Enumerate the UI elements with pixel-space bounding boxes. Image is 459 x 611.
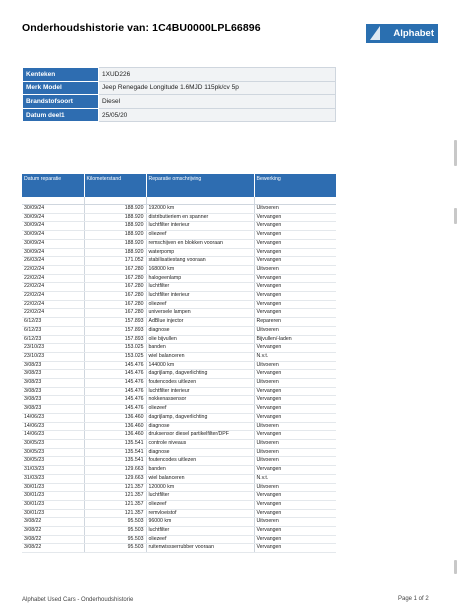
cell-description: dagrijlamp, dagverlichting [146, 413, 254, 422]
cell-description: diagnose [146, 448, 254, 457]
cell-description: luchtfilter interieur [146, 387, 254, 396]
cell-date: 14/06/23 [22, 431, 84, 440]
cell-action: Uitvoeren [254, 205, 336, 214]
info-label: Merk Model [23, 81, 99, 95]
cell-action: Vervangen [254, 509, 336, 518]
cell-action: Vervangen [254, 283, 336, 292]
table-row [22, 535, 336, 544]
table-row [22, 413, 336, 422]
cell-date: 22/02/24 [22, 265, 84, 274]
cell-description: banden [146, 466, 254, 475]
cell-action: Uitvoeren [254, 265, 336, 274]
table-row [22, 326, 336, 335]
table-row [22, 405, 336, 414]
cell-mileage: 188.920 [84, 213, 146, 222]
cell-action: Uitvoeren [254, 422, 336, 431]
cell-date: 3/08/22 [22, 544, 84, 553]
cell-action: Uitvoeren [254, 457, 336, 466]
cell-date: 22/02/24 [22, 274, 84, 283]
cell-action: Uitvoeren [254, 448, 336, 457]
cell-action: Uitvoeren [254, 379, 336, 388]
cell-date: 14/06/23 [22, 413, 84, 422]
table-row [22, 518, 336, 527]
cell-mileage: 145.476 [84, 370, 146, 379]
cell-description: remschijven en blokken vooraan [146, 239, 254, 248]
table-row [22, 500, 336, 509]
logo-mark-icon [370, 26, 380, 40]
cell-description: distributieriem en spanner [146, 213, 254, 222]
info-value: Jeep Renegade Longitude 1.6MJD 115pk/cv 5p [99, 81, 336, 95]
cell-mileage: 167.280 [84, 300, 146, 309]
page-title: Onderhoudshistorie van: 1C4BU0000LPL66896 [22, 22, 261, 34]
cell-action: Vervangen [254, 544, 336, 553]
info-row [23, 108, 336, 122]
table-row [22, 344, 336, 353]
cell-description: oliezeef [146, 231, 254, 240]
cell-action: Vervangen [254, 248, 336, 257]
column-header-description: Reparatie omschrijving [146, 174, 254, 197]
cell-action: Uitvoeren [254, 439, 336, 448]
cell-mileage: 135.541 [84, 448, 146, 457]
cell-date: 3/08/23 [22, 387, 84, 396]
table-row [22, 431, 336, 440]
spacer-cell [146, 197, 254, 205]
cell-description: luchtfilter [146, 527, 254, 536]
spacer-cell [84, 197, 146, 205]
cell-action: Vervangen [254, 222, 336, 231]
cell-description: 96000 km [146, 518, 254, 527]
cell-date: 22/02/24 [22, 300, 84, 309]
cell-date: 22/02/24 [22, 309, 84, 318]
table-row [22, 274, 336, 283]
cell-mileage: 95.503 [84, 544, 146, 553]
table-row [22, 361, 336, 370]
cell-action: Vervangen [254, 466, 336, 475]
table-row [22, 213, 336, 222]
table-row [22, 448, 336, 457]
info-value: 25/05/20 [99, 108, 336, 122]
cell-mileage: 145.476 [84, 361, 146, 370]
cell-description: oliezeef [146, 300, 254, 309]
cell-action: Uitvoeren [254, 361, 336, 370]
cell-mileage: 129.663 [84, 474, 146, 483]
cell-description: controle niveaus [146, 439, 254, 448]
cell-date: 30/09/24 [22, 205, 84, 214]
cell-action: Vervangen [254, 387, 336, 396]
cell-description: diagnose [146, 326, 254, 335]
table-row [22, 292, 336, 301]
cell-mileage: 153.025 [84, 352, 146, 361]
cell-action: Vervangen [254, 239, 336, 248]
cell-mileage: 121.357 [84, 509, 146, 518]
cell-date: 30/01/23 [22, 492, 84, 501]
cell-action: Vervangen [254, 274, 336, 283]
cell-date: 30/05/23 [22, 448, 84, 457]
cell-mileage: 135.541 [84, 439, 146, 448]
cell-mileage: 95.503 [84, 535, 146, 544]
cell-description: 144000 km [146, 361, 254, 370]
cell-action: Vervangen [254, 527, 336, 536]
cell-date: 30/01/23 [22, 483, 84, 492]
cell-mileage: 157.893 [84, 326, 146, 335]
cell-mileage: 188.920 [84, 231, 146, 240]
cell-mileage: 167.280 [84, 265, 146, 274]
info-label: Kenteken [23, 68, 99, 82]
cell-mileage: 167.280 [84, 283, 146, 292]
table-row [22, 370, 336, 379]
table-header-row [22, 174, 336, 197]
cell-description: wiel balanceren [146, 474, 254, 483]
cell-mileage: 145.476 [84, 396, 146, 405]
column-header-mileage: Kilometerstand [84, 174, 146, 197]
cell-description: druksensor diesel partikelfilter/DPF [146, 431, 254, 440]
cell-description: halogeenlamp [146, 274, 254, 283]
cell-mileage: 157.893 [84, 318, 146, 327]
table-row [22, 309, 336, 318]
cell-description: wiel balanceren [146, 352, 254, 361]
cell-action: Vervangen [254, 431, 336, 440]
cell-action: Vervangen [254, 492, 336, 501]
info-row [23, 68, 336, 82]
info-row [23, 81, 336, 95]
cell-description: 120000 km [146, 483, 254, 492]
cell-action: Vervangen [254, 405, 336, 414]
cell-action: Vervangen [254, 370, 336, 379]
cell-date: 23/10/23 [22, 344, 84, 353]
cell-action: Uitvoeren [254, 326, 336, 335]
cell-action: Vervangen [254, 213, 336, 222]
cell-mileage: 188.920 [84, 239, 146, 248]
table-row [22, 527, 336, 536]
table-row [22, 509, 336, 518]
cell-action: Vervangen [254, 231, 336, 240]
cell-date: 3/08/23 [22, 361, 84, 370]
cell-date: 30/01/23 [22, 509, 84, 518]
cell-description: AdBlue injector [146, 318, 254, 327]
cell-mileage: 136.460 [84, 431, 146, 440]
table-row [22, 544, 336, 553]
cell-description: luchtfilter interieur [146, 292, 254, 301]
page-number: Page 1 of 2 [398, 596, 429, 602]
cell-action: Vervangen [254, 535, 336, 544]
cell-date: 14/06/23 [22, 422, 84, 431]
cell-mileage: 95.503 [84, 518, 146, 527]
cell-date: 30/05/23 [22, 439, 84, 448]
cell-action: Vervangen [254, 344, 336, 353]
table-row [22, 474, 336, 483]
cell-date: 30/09/24 [22, 231, 84, 240]
table-row [22, 300, 336, 309]
cell-action: N.v.t. [254, 474, 336, 483]
cell-mileage: 171.052 [84, 257, 146, 266]
cell-action: Repareren [254, 318, 336, 327]
table-row [22, 483, 336, 492]
info-value: Diesel [99, 95, 336, 109]
cell-mileage: 129.663 [84, 466, 146, 475]
cell-date: 3/08/23 [22, 405, 84, 414]
cell-date: 3/08/23 [22, 379, 84, 388]
cell-mileage: 188.920 [84, 205, 146, 214]
cell-action: Vervangen [254, 413, 336, 422]
cell-action: Uitvoeren [254, 518, 336, 527]
table-row [22, 387, 336, 396]
cell-description: 192000 km [146, 205, 254, 214]
cell-description: banden [146, 344, 254, 353]
footer-text: Alphabet Used Cars - Onderhoudshistorie [22, 597, 134, 603]
cell-description: luchtfilter [146, 283, 254, 292]
cell-description: oliezeef [146, 535, 254, 544]
cell-description: foutencodes uitlezen [146, 457, 254, 466]
cell-description: oliezeef [146, 500, 254, 509]
cell-date: 23/10/23 [22, 352, 84, 361]
cell-description: foutencodes uitlezen [146, 379, 254, 388]
cell-description: nokkenassensor [146, 396, 254, 405]
cell-action: Bijvullen/-laden [254, 335, 336, 344]
cell-action: N.v.t. [254, 352, 336, 361]
cell-description: olie bijvullen [146, 335, 254, 344]
table-row [22, 335, 336, 344]
cell-description: remvloeistof [146, 509, 254, 518]
table-row [22, 205, 336, 214]
cell-date: 22/02/24 [22, 292, 84, 301]
table-row [22, 492, 336, 501]
cell-mileage: 136.460 [84, 413, 146, 422]
cell-mileage: 121.357 [84, 492, 146, 501]
table-row [22, 257, 336, 266]
cell-action: Vervangen [254, 396, 336, 405]
cell-description: oliezeef [146, 405, 254, 414]
cell-date: 6/12/23 [22, 318, 84, 327]
info-value: 1XUD226 [99, 68, 336, 82]
cell-mileage: 145.476 [84, 405, 146, 414]
cell-date: 6/12/23 [22, 326, 84, 335]
vehicle-info-table [22, 67, 336, 122]
table-row [22, 352, 336, 361]
table-row [22, 439, 336, 448]
cell-description: 168000 km [146, 265, 254, 274]
cell-date: 31/03/23 [22, 466, 84, 475]
cell-description: diagnose [146, 422, 254, 431]
cell-date: 30/05/23 [22, 457, 84, 466]
cell-mileage: 167.280 [84, 292, 146, 301]
table-row [22, 379, 336, 388]
column-header-action: Bewerking [254, 174, 336, 197]
cell-date: 30/09/24 [22, 239, 84, 248]
cell-date: 31/03/23 [22, 474, 84, 483]
table-row [22, 422, 336, 431]
cell-mileage: 121.357 [84, 483, 146, 492]
info-label: Datum deel1 [23, 108, 99, 122]
cell-date: 30/01/23 [22, 500, 84, 509]
cell-description: universele lampen [146, 309, 254, 318]
spacer-cell [22, 197, 84, 205]
cell-date: 22/02/24 [22, 283, 84, 292]
table-row [22, 265, 336, 274]
table-row [22, 318, 336, 327]
cell-mileage: 167.280 [84, 309, 146, 318]
cell-action: Vervangen [254, 292, 336, 301]
table-row [22, 222, 336, 231]
cell-mileage: 188.920 [84, 248, 146, 257]
cell-date: 6/12/23 [22, 335, 84, 344]
cell-date: 3/08/23 [22, 396, 84, 405]
cell-description: waterpomp [146, 248, 254, 257]
alphabet-logo [366, 24, 438, 43]
spacer-cell [254, 197, 336, 205]
info-label: Brandstofsoort [23, 95, 99, 109]
cell-description: luchtfilter [146, 492, 254, 501]
cell-description: stabilisatiestang vooraan [146, 257, 254, 266]
cell-date: 30/09/24 [22, 213, 84, 222]
cell-date: 3/08/22 [22, 535, 84, 544]
cell-action: Vervangen [254, 300, 336, 309]
cell-date: 26/03/24 [22, 257, 84, 266]
cell-action: Vervangen [254, 257, 336, 266]
column-header-date: Datum reparatie [22, 174, 84, 197]
cell-date: 30/09/24 [22, 248, 84, 257]
cell-mileage: 153.025 [84, 344, 146, 353]
cell-date: 3/08/22 [22, 527, 84, 536]
cell-date: 30/09/24 [22, 222, 84, 231]
table-row [22, 457, 336, 466]
table-row [22, 466, 336, 475]
logo-text: Alphabet [393, 28, 434, 39]
cell-mileage: 188.920 [84, 222, 146, 231]
table-row [22, 231, 336, 240]
edge-marker [454, 208, 457, 224]
cell-mileage: 167.280 [84, 274, 146, 283]
edge-marker [454, 140, 457, 166]
cell-description: dagrijlamp, dagverlichting [146, 370, 254, 379]
cell-action: Vervangen [254, 309, 336, 318]
cell-mileage: 145.476 [84, 387, 146, 396]
spacer-row [22, 197, 336, 205]
cell-date: 3/08/22 [22, 518, 84, 527]
cell-mileage: 95.503 [84, 527, 146, 536]
cell-description: ruitenwissserrubber vooraan [146, 544, 254, 553]
cell-action: Vervangen [254, 500, 336, 509]
cell-action: Uitvoeren [254, 483, 336, 492]
table-row [22, 396, 336, 405]
edge-marker [454, 560, 457, 574]
cell-date: 3/08/23 [22, 370, 84, 379]
cell-mileage: 121.357 [84, 500, 146, 509]
cell-mileage: 135.541 [84, 457, 146, 466]
table-row [22, 239, 336, 248]
info-row [23, 95, 336, 109]
cell-mileage: 157.893 [84, 335, 146, 344]
cell-mileage: 136.460 [84, 422, 146, 431]
cell-mileage: 145.476 [84, 379, 146, 388]
table-row [22, 248, 336, 257]
table-row [22, 283, 336, 292]
maintenance-history-table [22, 174, 336, 553]
cell-description: luchtfilter interieur [146, 222, 254, 231]
